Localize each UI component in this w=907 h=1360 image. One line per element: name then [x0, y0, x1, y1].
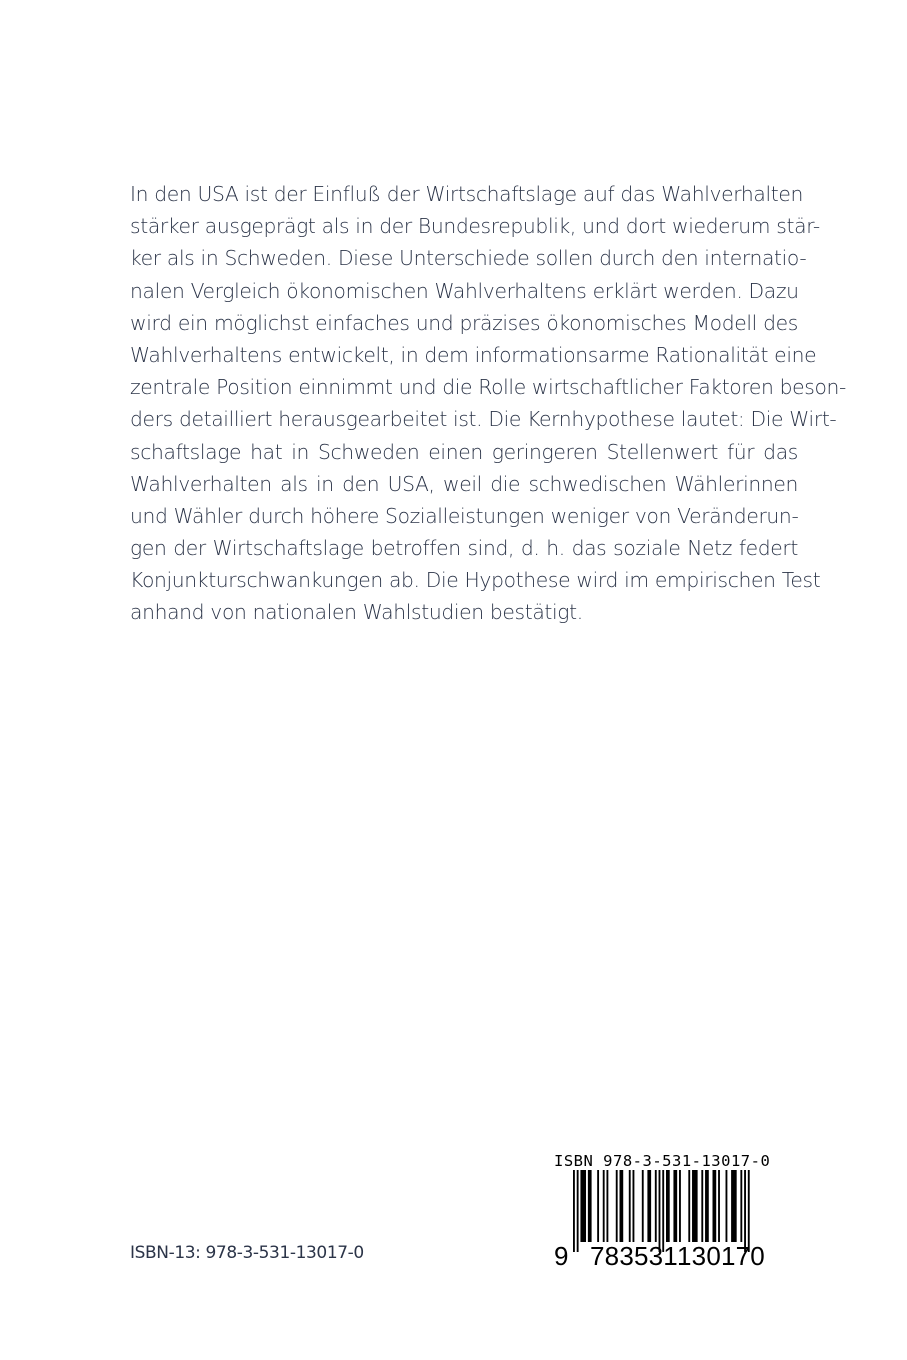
blurb-line: ker als in Schweden. Diese Unterschiede sollen durch den internatio- [130, 246, 807, 271]
blurb-line: Wahlverhalten als in den USA, weil die schwedischen Wählerinnen [130, 471, 798, 496]
barcode [546, 1146, 796, 1274]
blurb-line: stärker ausgeprägt als in der Bundesrepublik, und dort wiederum stär- [130, 214, 820, 239]
blurb-line: gen der Wirtschaftslage betroffen sind, d. h. das soziale Netz federt [130, 536, 798, 561]
isbn-label: ISBN-13: 978-3-531-13017-0 [130, 1243, 364, 1263]
barcode-left-digits: 783531 [590, 1241, 678, 1271]
blurb-line: und Wähler durch höhere Sozialleistungen weniger von Veränderun- [130, 503, 799, 528]
blurb-line: anhand von nationalen Wahlstudien bestätigt. [130, 600, 583, 625]
barcode-first-digit: 9 [554, 1241, 569, 1271]
blurb-line: zentrale Position einnimmt und die Rolle wirtschaftlicher Faktoren beson- [130, 375, 847, 400]
blurb-line: In den USA ist der Einfluß der Wirtschaftslage auf das Wahlverhalten [130, 182, 804, 206]
blurb-line: ders detailliert herausgearbeitet ist. Die Kernhypothese lautet: Die Wirt- [130, 407, 837, 432]
barcode-right-digits: 130170 [677, 1241, 765, 1271]
blurb-line: nalen Vergleich ökonomischen Wahlverhaltens erklärt werden. Dazu [130, 278, 799, 303]
blurb-text [130, 178, 847, 629]
barcode-isbn-header: ISBN 978-3-531-13017-0 [554, 1152, 771, 1170]
blurb-line: Wahlverhaltens entwickelt, in dem informationsarme Rationalität eine [130, 342, 817, 367]
blurb-line: Konjunkturschwankungen ab. Die Hypothese wird im empirischen Test [130, 568, 821, 593]
blurb-line: schaftslage hat in Schweden einen geringeren Stellenwert für das [130, 439, 798, 464]
blurb-line: wird ein möglichst einfaches und präzises ökonomisches Modell des [130, 310, 798, 335]
